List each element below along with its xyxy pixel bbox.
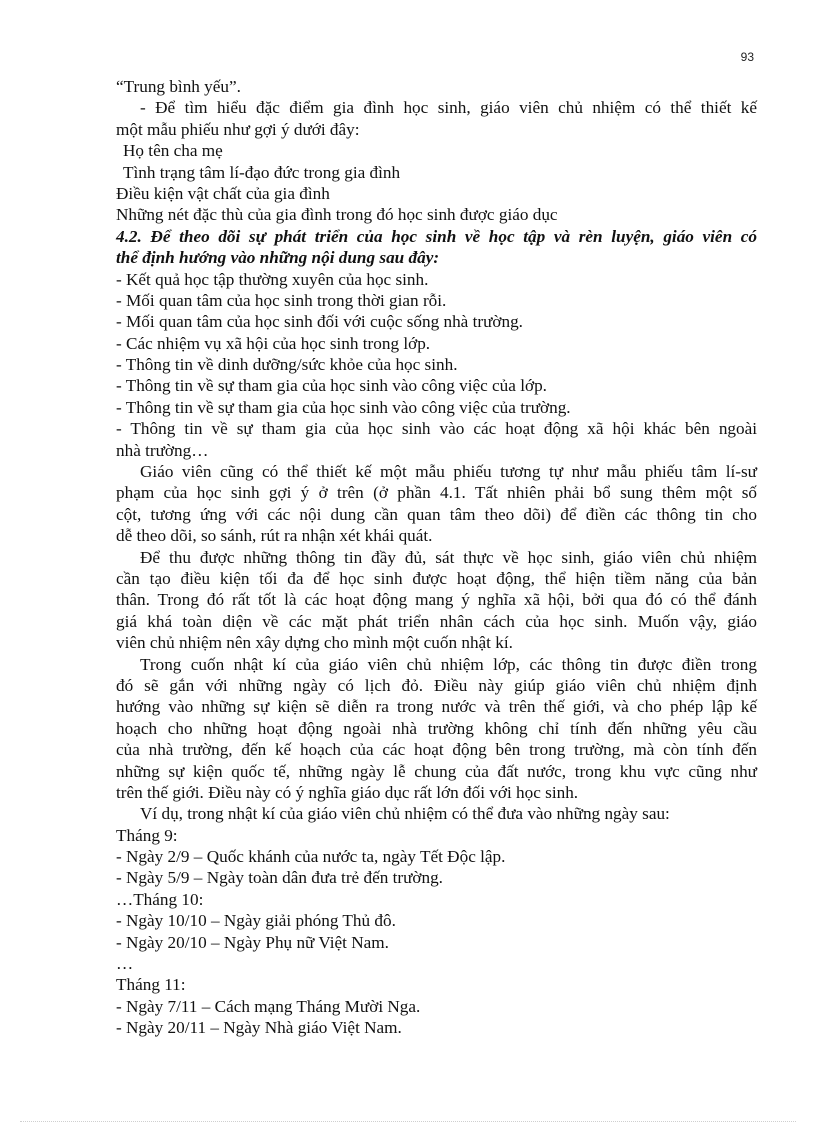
month-heading: Tháng 11: [116,975,186,995]
paragraph-line: Để thu được những thông tin đầy đủ, sát thực về học sinh, giáo viên chủ nhiệm [140,547,757,567]
date-item: - Ngày 5/9 – Ngày toàn dân đưa trẻ đến trường. [116,868,443,888]
list-item: - Thông tin về sự tham gia của học sinh vào các hoạt động xã hội khác bên ngoài [116,419,757,439]
paragraph-line: Ví dụ, trong nhật kí của giáo viên chủ nhiệm có thể đưa vào những ngày sau: [140,804,670,824]
date-item: - Ngày 20/10 – Ngày Phụ nữ Việt Nam. [116,932,389,952]
form-field-family-material: Điều kiện vật chất của gia đình [116,183,330,203]
date-item: - Ngày 2/9 – Quốc khánh của nước ta, ngày Tết Độc lập. [116,847,506,867]
document-body [116,76,757,1039]
list-item: - Thông tin về sự tham gia của học sinh vào công việc của trường. [116,397,571,417]
paragraph-line: thân. Trong đó rất tốt là các hoạt động mang ý nghĩa xã hội, bởi qua đó có thể đánh [116,590,757,610]
section-heading: thể định hướng vào những nội dung sau đây: [116,248,440,268]
list-item: - Thông tin về dinh dưỡng/sức khỏe của học sinh. [116,355,458,375]
text-line: “Trung bình yếu”. [116,77,241,96]
paragraph-line: hoạch cho những hoạt động ngoài nhà trường không chỉ tính đến những yêu cầu [116,718,757,738]
page-number: 93 [740,50,754,64]
section-heading: 4.2. Để theo dõi sự phát triển của học sinh về học tập và rèn luyện, giáo viên có [116,226,757,246]
form-field-family-traits: Những nét đặc thù của gia đình trong đó học sinh được giáo dục [116,205,558,225]
ellipsis-line: … [116,954,134,974]
paragraph-line: Giáo viên cũng có thể thiết kế một mẫu phiếu tương tự như mẫu phiếu tâm lí-sư [140,462,757,482]
paragraph-line: giá khá toàn diện về các mặt phát triển nhân cách của học sinh. Muốn vậy, giáo [116,611,757,631]
list-item: - Mối quan tâm của học sinh trong thời gian rỗi. [116,290,447,310]
paragraph-line: trên thế giới. Điều này có ý nghĩa giáo dục rất lớn đối với học sinh. [116,782,579,802]
text-line: nhà trường… [116,440,209,460]
paragraph-line: cột, tương ứng với các nội dung cần quan tâm theo dõi) để điền các thông tin cho [116,504,757,524]
paragraph-line: đó sẽ gắn với những ngày có lịch đỏ. Điều này giúp giáo viên chủ nhiệm định [116,675,757,695]
date-item: - Ngày 10/10 – Ngày giải phóng Thủ đô. [116,911,396,931]
paragraph-line: viên chủ nhiệm nên xây dựng cho mình một cuốn nhật kí. [116,633,513,653]
paragraph-line: những sự kiện quốc tế, những ngày lễ chung của đất nước, trong khu vực cũng như [116,761,757,781]
month-heading: …Tháng 10: [116,889,204,909]
page-bottom-border [20,1121,796,1122]
date-item: - Ngày 7/11 – Cách mạng Tháng Mười Nga. [116,996,421,1016]
text-line: một mẫu phiếu như gợi ý dưới đây: [116,119,360,139]
list-item: - Thông tin về sự tham gia của học sinh vào công việc của lớp. [116,376,547,396]
list-item: - Mối quan tâm của học sinh đối với cuộc sống nhà trường. [116,312,523,332]
month-heading: Tháng 9: [116,825,178,845]
paragraph-line: hướng vào những sự kiện sẽ diễn ra trong nước và trên thế giới, và cho phép lập kế [116,697,757,717]
paragraph-line: của nhà trường, đến kế hoạch của các hoạt động bên trong trường, mà còn tính đến [116,740,757,760]
paragraph-line: dễ theo dõi, so sánh, rút ra nhận xét khái quát. [116,526,433,546]
date-item: - Ngày 20/11 – Ngày Nhà giáo Việt Nam. [116,1018,402,1038]
paragraph-line: Trong cuốn nhật kí của giáo viên chủ nhiệm lớp, các thông tin được điền trong [140,654,757,674]
text-line: - Để tìm hiểu đặc điểm gia đình học sinh, giáo viên chủ nhiệm có thể thiết kế [140,98,757,118]
form-field-family-psychology: Tình trạng tâm lí-đạo đức trong gia đình [123,162,401,182]
list-item: - Các nhiệm vụ xã hội của học sinh trong lớp. [116,333,431,353]
paragraph-line: phạm của học sinh gợi ý ở trên (ở phần 4.1. Tất nhiên phải bổ sung thêm một số [116,483,757,503]
list-item: - Kết quả học tập thường xuyên của học sinh. [116,269,429,289]
form-field-parent-name: Họ tên cha mẹ [123,141,223,161]
paragraph-line: cần tạo điều kiện tối đa để học sinh được hoạt động, thể hiện tiềm năng của bản [116,568,757,588]
